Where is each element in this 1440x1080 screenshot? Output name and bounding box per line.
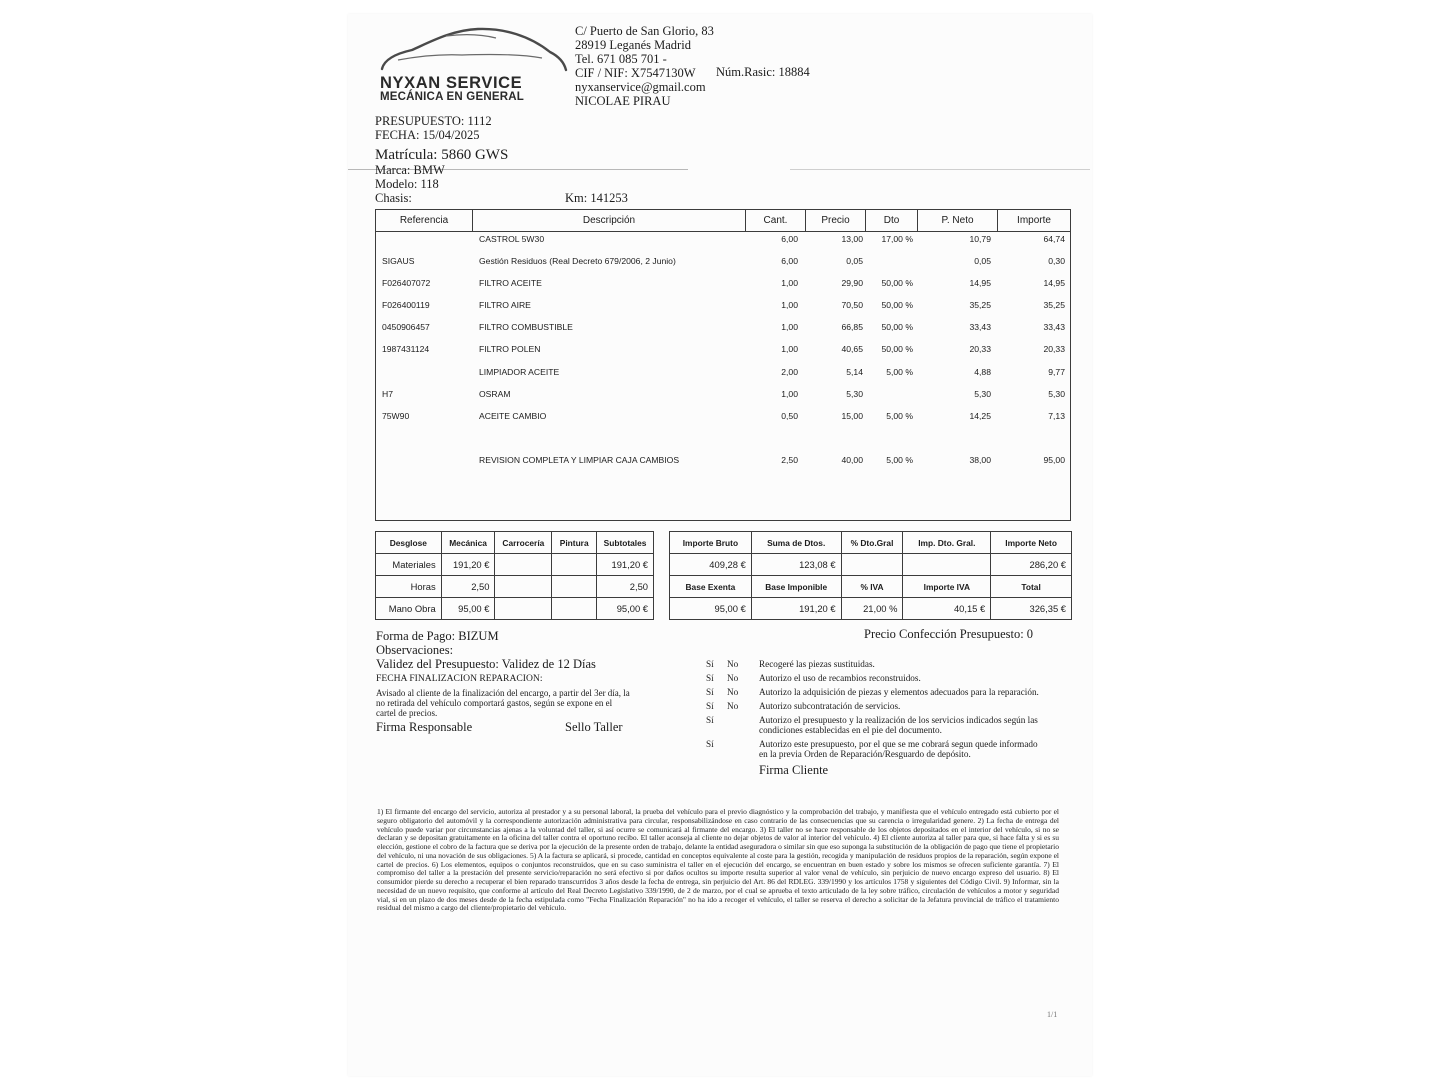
- col-header-cant: Cant.: [746, 210, 806, 232]
- item-desc-cell: CASTROL 5W30: [479, 234, 545, 244]
- quote-number: PRESUPUESTO: 1112: [375, 114, 492, 128]
- item-dto-cell: 50,00 %: [881, 322, 913, 332]
- vehicle-model: Modelo: 118: [375, 177, 439, 191]
- item-importe-cell: 33,43: [1043, 322, 1065, 332]
- suma-dtos-value: 123,08 €: [751, 554, 841, 576]
- breakdown-label: Materiales: [376, 554, 442, 576]
- item-desc-cell: Gestión Residuos (Real Decreto 679/2006, 2 Junio): [479, 256, 676, 266]
- totals-header: Importe Neto: [991, 532, 1072, 554]
- company-address-2: 28919 Leganés Madrid: [575, 38, 691, 52]
- breakdown-cell: [495, 576, 552, 598]
- item-importe-cell: 64,74: [1043, 234, 1065, 244]
- item-cant-cell: 6,00: [781, 234, 798, 244]
- breakdown-header: Desglose: [376, 532, 442, 554]
- item-ref-cell: 75W90: [382, 411, 410, 421]
- item-cant-cell: 0,50: [781, 411, 798, 421]
- workshop-stamp-label: Sello Taller: [565, 720, 623, 734]
- breakdown-header: Mecánica: [441, 532, 495, 554]
- imp-dto-gral-value: [903, 554, 991, 576]
- payment-method: Forma de Pago: BIZUM: [376, 629, 499, 643]
- breakdown-cell: 2,50: [597, 576, 654, 598]
- notice-line: cartel de precios.: [376, 708, 438, 718]
- item-importe-cell: 0,30: [1048, 256, 1065, 266]
- company-rasic: Núm.Rasic: 18884: [716, 65, 810, 79]
- item-importe-cell: 35,25: [1043, 300, 1065, 310]
- option-yes[interactable]: Sí: [706, 715, 714, 725]
- breakdown-cell: [495, 598, 552, 620]
- signature-responsible-label: Firma Responsable: [376, 720, 473, 734]
- notice-line: no retirada del vehículo comportará gastos, según se expone en el: [376, 698, 613, 708]
- col-header-neto: P. Neto: [918, 210, 998, 232]
- item-desc-cell: REVISION COMPLETA Y LIMPIAR CAJA CAMBIOS: [479, 455, 680, 465]
- totals-header: Base Exenta: [670, 576, 752, 598]
- breakdown-cell: 2,50: [441, 576, 495, 598]
- item-ref-cell: H7: [382, 389, 393, 399]
- item-neto-cell: 0,05: [974, 256, 991, 266]
- col-header-dto: Dto: [866, 210, 918, 232]
- observations-label: Observaciones:: [376, 643, 454, 657]
- item-importe-cell: 9,77: [1048, 367, 1065, 377]
- option-text: Autorizo el presupuesto y la realización de los servicios indicados según las: [759, 715, 1038, 725]
- item-importe-cell: 7,13: [1048, 411, 1065, 421]
- company-owner: NICOLAE PIRAU: [575, 94, 671, 108]
- notice-line: Avisado al cliente de la finalización del encargo, a partir del 3er día, la: [376, 688, 630, 698]
- brand-name: NYXAN SERVICE: [380, 74, 523, 92]
- base-imponible-value: 191,20 €: [751, 598, 841, 620]
- page-number: 1/1: [1047, 1010, 1058, 1019]
- item-cant-cell: 1,00: [781, 300, 798, 310]
- totals-header: Importe Bruto: [670, 532, 752, 554]
- item-desc-cell: LIMPIADOR ACEITE: [479, 367, 560, 377]
- item-ref-cell: F026400119: [382, 300, 430, 310]
- importe-neto-value: 286,20 €: [991, 554, 1072, 576]
- item-dto-cell: 5,00 %: [886, 411, 913, 421]
- legal-conditions: 1) El firmante del encargo del servicio, autoriza al prestador y a su personal laboral, la prueba del vehículo para el previo diagnóstico y la comprobación del trabajo, y manifiesta que el vehículo entregado está cubierto por el seguro obligatorio del automóvil y la correspondiente autorización administrativa para circular, responsabilizándose en caso contrario de las consecuencias que su carencia o irregularidad genere. 2) La fecha de entrega del vehículo puede variar por circunstancias ajenas a la voluntad del taller, si así ocurre se comunicará al firmante del encargo. 3) El taller no se hace responsable de los objetos depositados en el interior del vehículo, si no se declaran y se depositan gratuitamente en la oficina del taller contra el oportuno recibo. El taller aconseja al cliente no dejar objetos de valor al interior del vehículo. 4) El cliente autoriza al taller para que, si hace falta y si es su elección, gestione el cobro de la factura que se deriva por la ejecución de la presente orden de trabajo, delante la entidad aseguradora o similar sin que eso suponga la substitución de la obligación de pago que tiene el propietario del vehículo, ni una novación de sus obligaciones. 5) A la factura se aplicará, si procede, cantidad en conceptos equivalente al coste para la gestión, recogida y manipulación de residuos propios de la reparación, según expone el cartel de precios. 6) Los elementos, equipos o conjuntos reconstruidos, que en su caso suministra el taller en el ejecución del encargo, se encuentran en buen estado y sobre los mismos se ofrecen suficiente garantía. 7) El compromiso del taller a la prestación del presente servicio/reparación no será efectivo si por daños ocultos su importe resulta superior al valor venal de vehículo, sin perjuicio de nuevo encargo expreso del usuario. 8) El consumidor pierde su derecho a recuperar el bien reparado transcurridos 3 años desde la fecha de entrega, sin perjuicio del Art. 86 del RDLEG. 339/1990 y los artículos 1758 y siguientes del Código Civil. 9) Informar, sin la necesidad de un nuevo requisito, que conforme al artículo del Real Decreto Legislativo 339/1990, de 2 de marzo, por el cual se aprueba el texto articulado de la ley sobre tráfico, circulación de vehículos a motor y seguridad vial, si en un plazo de dos meses desde de la fecha estipulada como "Fecha Finalización Reparación" no ha ido a recoger el vehículo, el taller se reserva el derecho a solicitar de la Jefatura provincial de tráfico el tratamiento residual del mismo a cargo del cliente/propietario del vehículo.: [377, 807, 1059, 913]
- base-exenta-value: 95,00 €: [670, 598, 752, 620]
- company-email: nyxanservice@gmail.com: [575, 80, 706, 94]
- item-dto-cell: 50,00 %: [881, 344, 913, 354]
- breakdown-cell: 191,20 €: [441, 554, 495, 576]
- totals-header: % IVA: [841, 576, 903, 598]
- item-dto-cell: 17,00 %: [881, 234, 913, 244]
- totals-table: [669, 531, 1072, 620]
- breakdown-cell: 95,00 €: [597, 598, 654, 620]
- item-precio-cell: 66,85: [841, 322, 863, 332]
- breakdown-label: Mano Obra: [376, 598, 442, 620]
- breakdown-cell: [495, 554, 552, 576]
- col-header-descripcion: Descripción: [473, 210, 746, 232]
- item-cant-cell: 1,00: [781, 389, 798, 399]
- item-neto-cell: 5,30: [974, 389, 991, 399]
- item-cant-cell: 2,50: [781, 455, 798, 465]
- breakdown-cell: [552, 554, 597, 576]
- item-neto-cell: 14,95: [969, 278, 991, 288]
- item-dto-cell: 50,00 %: [881, 278, 913, 288]
- breakdown-cell: [552, 576, 597, 598]
- item-precio-cell: 5,30: [846, 389, 863, 399]
- option-text: Autorizo el uso de recambios reconstruidos.: [759, 673, 921, 683]
- importe-bruto-value: 409,28 €: [670, 554, 752, 576]
- item-desc-cell: ACEITE CAMBIO: [479, 411, 547, 421]
- item-neto-cell: 33,43: [969, 322, 991, 332]
- item-precio-cell: 29,90: [841, 278, 863, 288]
- iva-percent-value: 21,00 %: [841, 598, 903, 620]
- item-dto-cell: 5,00 %: [886, 455, 913, 465]
- item-precio-cell: 5,14: [846, 367, 863, 377]
- quote-date: FECHA: 15/04/2025: [375, 128, 480, 142]
- breakdown-cell: 95,00 €: [441, 598, 495, 620]
- col-header-importe: Importe: [998, 210, 1070, 232]
- option-yes[interactable]: Sí: [706, 739, 714, 749]
- item-dto-cell: 50,00 %: [881, 300, 913, 310]
- option-no[interactable]: No: [727, 659, 739, 669]
- item-precio-cell: 40,65: [841, 344, 863, 354]
- item-precio-cell: 13,00: [841, 234, 863, 244]
- item-neto-cell: 20,33: [969, 344, 991, 354]
- breakdown-cell: 191,20 €: [597, 554, 654, 576]
- option-yes[interactable]: Sí: [706, 687, 714, 697]
- totals-header: Base Imponible: [751, 576, 841, 598]
- item-cant-cell: 1,00: [781, 322, 798, 332]
- item-ref-cell: 0450906457: [382, 322, 430, 332]
- item-ref-cell: F026407072: [382, 278, 431, 288]
- vehicle-chassis: Chasis:: [375, 191, 412, 205]
- item-precio-cell: 15,00: [841, 411, 863, 421]
- option-text: Autorizo subcontratación de servicios.: [759, 701, 901, 711]
- item-desc-cell: OSRAM: [479, 389, 511, 399]
- quote-preparation-price: Precio Confección Presupuesto: 0: [864, 627, 1034, 641]
- items-table: [375, 209, 1071, 521]
- totals-header: % Dto.Gral: [841, 532, 903, 554]
- vehicle-plate: Matrícula: 5860 GWS: [375, 147, 509, 163]
- item-dto-cell: 5,00 %: [886, 367, 913, 377]
- vehicle-brand: Marca: BMW: [375, 163, 445, 177]
- option-text: condiciones establecidas en el pie del documento.: [759, 725, 942, 735]
- option-text: Autorizo este presupuesto, por el que se me cobrará segun quede informado: [759, 739, 1038, 749]
- item-ref-cell: SIGAUS: [382, 256, 415, 266]
- item-precio-cell: 40,00: [841, 455, 863, 465]
- breakdown-header: Carrocería: [495, 532, 552, 554]
- item-desc-cell: FILTRO ACEITE: [479, 278, 542, 288]
- option-text: en la previa Orden de Reparación/Resguardo de depósito.: [759, 749, 971, 759]
- option-text: Recogeré las piezas sustituidas.: [759, 659, 875, 669]
- item-cant-cell: 6,00: [781, 256, 798, 266]
- signature-client-label: Firma Cliente: [759, 763, 829, 777]
- item-desc-cell: FILTRO COMBUSTIBLE: [479, 322, 573, 332]
- totals-header: Total: [991, 576, 1072, 598]
- item-importe-cell: 5,30: [1048, 389, 1065, 399]
- item-neto-cell: 4,88: [974, 367, 991, 377]
- item-neto-cell: 10,79: [969, 234, 991, 244]
- company-phone: Tel. 671 085 701 -: [575, 52, 667, 66]
- car-silhouette-icon: [380, 24, 570, 76]
- company-cif: CIF / NIF: X7547130W: [575, 66, 696, 80]
- item-precio-cell: 70,50: [841, 300, 863, 310]
- dto-gral-value: [841, 554, 903, 576]
- breakdown-table: [375, 531, 654, 620]
- item-cant-cell: 1,00: [781, 344, 798, 354]
- item-importe-cell: 95,00: [1043, 455, 1065, 465]
- option-text: Autorizo la adquisición de piezas y elementos adecuados para la reparación.: [759, 687, 1039, 697]
- company-address-1: C/ Puerto de San Glorio, 83: [575, 24, 714, 38]
- importe-iva-value: 40,15 €: [903, 598, 991, 620]
- col-header-precio: Precio: [806, 210, 866, 232]
- item-importe-cell: 14,95: [1043, 278, 1065, 288]
- item-importe-cell: 20,33: [1043, 344, 1065, 354]
- option-yes[interactable]: Sí: [706, 701, 714, 711]
- item-desc-cell: FILTRO POLEN: [479, 344, 541, 354]
- breakdown-cell: [552, 598, 597, 620]
- option-no[interactable]: No: [727, 701, 739, 711]
- item-cant-cell: 2,00: [781, 367, 798, 377]
- repair-end-date-label: FECHA FINALIZACION REPARACION:: [376, 673, 543, 684]
- divider: [790, 169, 1090, 170]
- totals-header: Suma de Dtos.: [751, 532, 841, 554]
- option-no[interactable]: No: [727, 687, 739, 697]
- item-desc-cell: FILTRO AIRE: [479, 300, 531, 310]
- item-ref-cell: 1987431124: [382, 344, 430, 354]
- totals-header: Importe IVA: [903, 576, 991, 598]
- item-precio-cell: 0,05: [846, 256, 863, 266]
- total-value: 326,35 €: [991, 598, 1072, 620]
- quote-validity: Validez del Presupuesto: Validez de 12 Días: [376, 657, 596, 671]
- col-header-referencia: Referencia: [376, 210, 473, 232]
- item-cant-cell: 1,00: [781, 278, 798, 288]
- breakdown-header: Subtotales: [597, 532, 654, 554]
- brand-tagline: MECÁNICA EN GENERAL: [380, 91, 524, 103]
- totals-header: Imp. Dto. Gral.: [903, 532, 991, 554]
- option-yes[interactable]: Sí: [706, 673, 714, 683]
- vehicle-km: Km: 141253: [565, 191, 628, 205]
- item-neto-cell: 14,25: [969, 411, 991, 421]
- item-neto-cell: 38,00: [969, 455, 991, 465]
- option-no[interactable]: No: [727, 673, 739, 683]
- breakdown-header: Pintura: [552, 532, 597, 554]
- item-neto-cell: 35,25: [969, 300, 991, 310]
- breakdown-label: Horas: [376, 576, 442, 598]
- option-yes[interactable]: Sí: [706, 659, 714, 669]
